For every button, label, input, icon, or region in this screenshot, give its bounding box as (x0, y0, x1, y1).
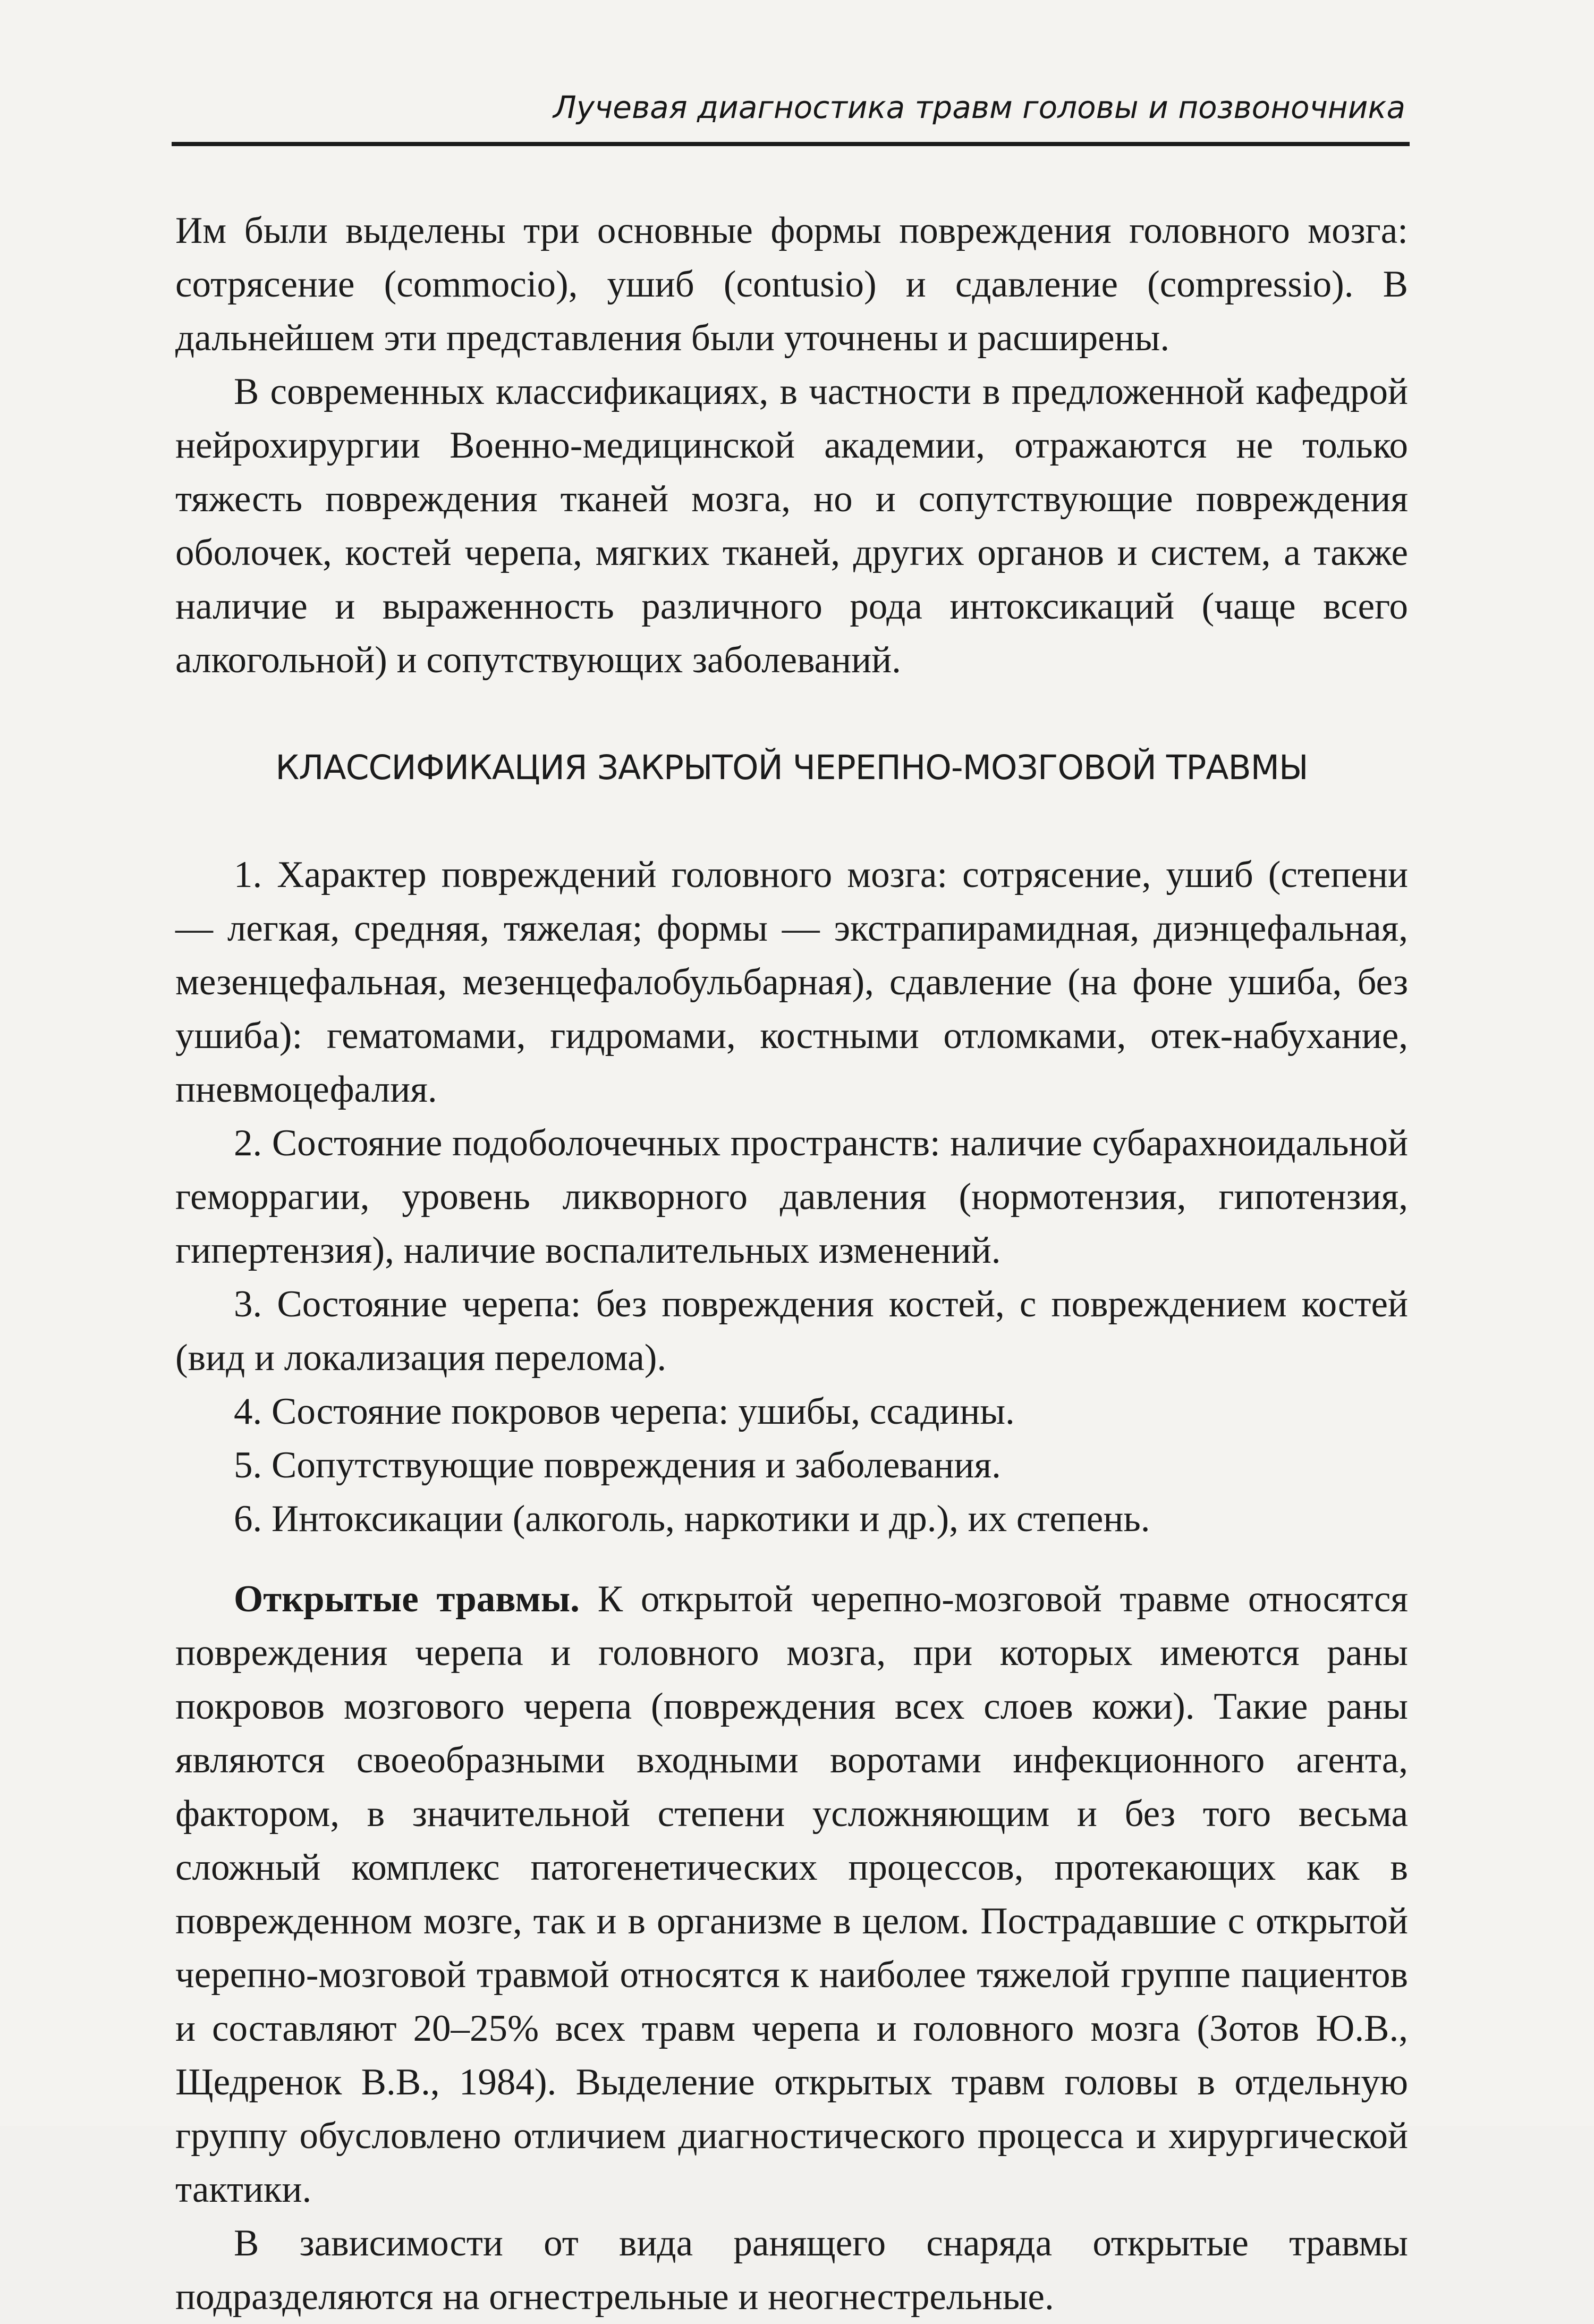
list-item: 2. Состояние подоболочечных пространств: наличие субарахноидальной геморрагии, уровень ликворного давления (нормотензия, гипотензия, гипертензия), наличие воспалительных изменений. (175, 1122, 1408, 1271)
body-text (175, 204, 1408, 2324)
paragraph-final: В зависимости от вида ранящего снаряда открытые травмы подразделяются на огнестрельные и неогнестрельные. (175, 2222, 1408, 2318)
running-head (172, 88, 1410, 146)
open-injuries-heading: Открытые травмы. (234, 1578, 580, 1620)
list-item: 5. Сопутствующие повреждения и заболевания. (234, 1444, 1001, 1486)
paragraph-open-injuries (175, 1573, 1408, 2217)
running-head-title: Лучевая диагностика травм головы и позвоночника (553, 89, 1405, 125)
paragraph-gap (175, 1546, 1408, 1573)
section-title: КЛАССИФИКАЦИЯ ЗАКРЫТОЙ ЧЕРЕПНО-МОЗГОВОЙ ТРАВМЫ (275, 748, 1308, 787)
list-item: 6. Интоксикации (алкоголь, наркотики и др.), их степень. (234, 1498, 1150, 1540)
list-item: 1. Характер повреждений головного мозга: сотрясение, ушиб (степени — легкая, средняя, тяжелая; формы — экстрапирамидная, диэнцефальная, мезенцефальная, мезенцефалобульбарная), сдавление (на фоне ушиба, без ушиба): гематомами, гидромами, костными отломками, отек-набухание, пневмоцефалия. (175, 854, 1408, 1110)
list-item: 4. Состояние покровов черепа: ушибы, ссадины. (234, 1391, 1015, 1432)
classification-list (175, 848, 1408, 1546)
paragraph-intro: Им были выделены три основные формы повреждения головного мозга: сотрясение (commocio), ушиб (contusio) и сдавление (compressio). В дальнейшем эти представления были уточнены и расширены. (175, 210, 1408, 359)
open-injuries-text: К открытой черепно-мозговой травме относятся повреждения черепа и головного мозга, при которых имеются раны покровов мозгового черепа (повреждения всех слоев кожи). Такие раны являются своеобразными входными воротами инфекционного агента, фактором, в значительной степени усложняющим и без того весьма сложный комплекс патогенетических процессов, протекающих как в поврежденном мозге, так и в организме в целом. Пострадавшие с открытой черепно-мозговой травмой относятся к наиболее тяжелой группе пациентов и составляют 20–25% всех травм черепа и головного мозга (Зотов Ю.В., Щедренок В.В., 1984). Выделение открытых травм головы в отдельную группу обусловлено отличием диагностического процесса и хирургической тактики. (175, 1578, 1408, 2210)
paragraph-classifications: В современных классификациях, в частности в предложенной кафедрой нейрохирургии Военно-медицинской академии, отражаются не только тяжесть повреждения тканей мозга, но и сопутствующие повреждения оболочек, костей черепа, мягких тканей, других органов и систем, а также наличие и выраженность различного рода интоксикаций (чаще всего алкогольной) и сопутствующих заболеваний. (175, 371, 1408, 681)
list-item: 3. Состояние черепа: без повреждения костей, с повреждением костей (вид и локализация перелома). (175, 1283, 1408, 1379)
